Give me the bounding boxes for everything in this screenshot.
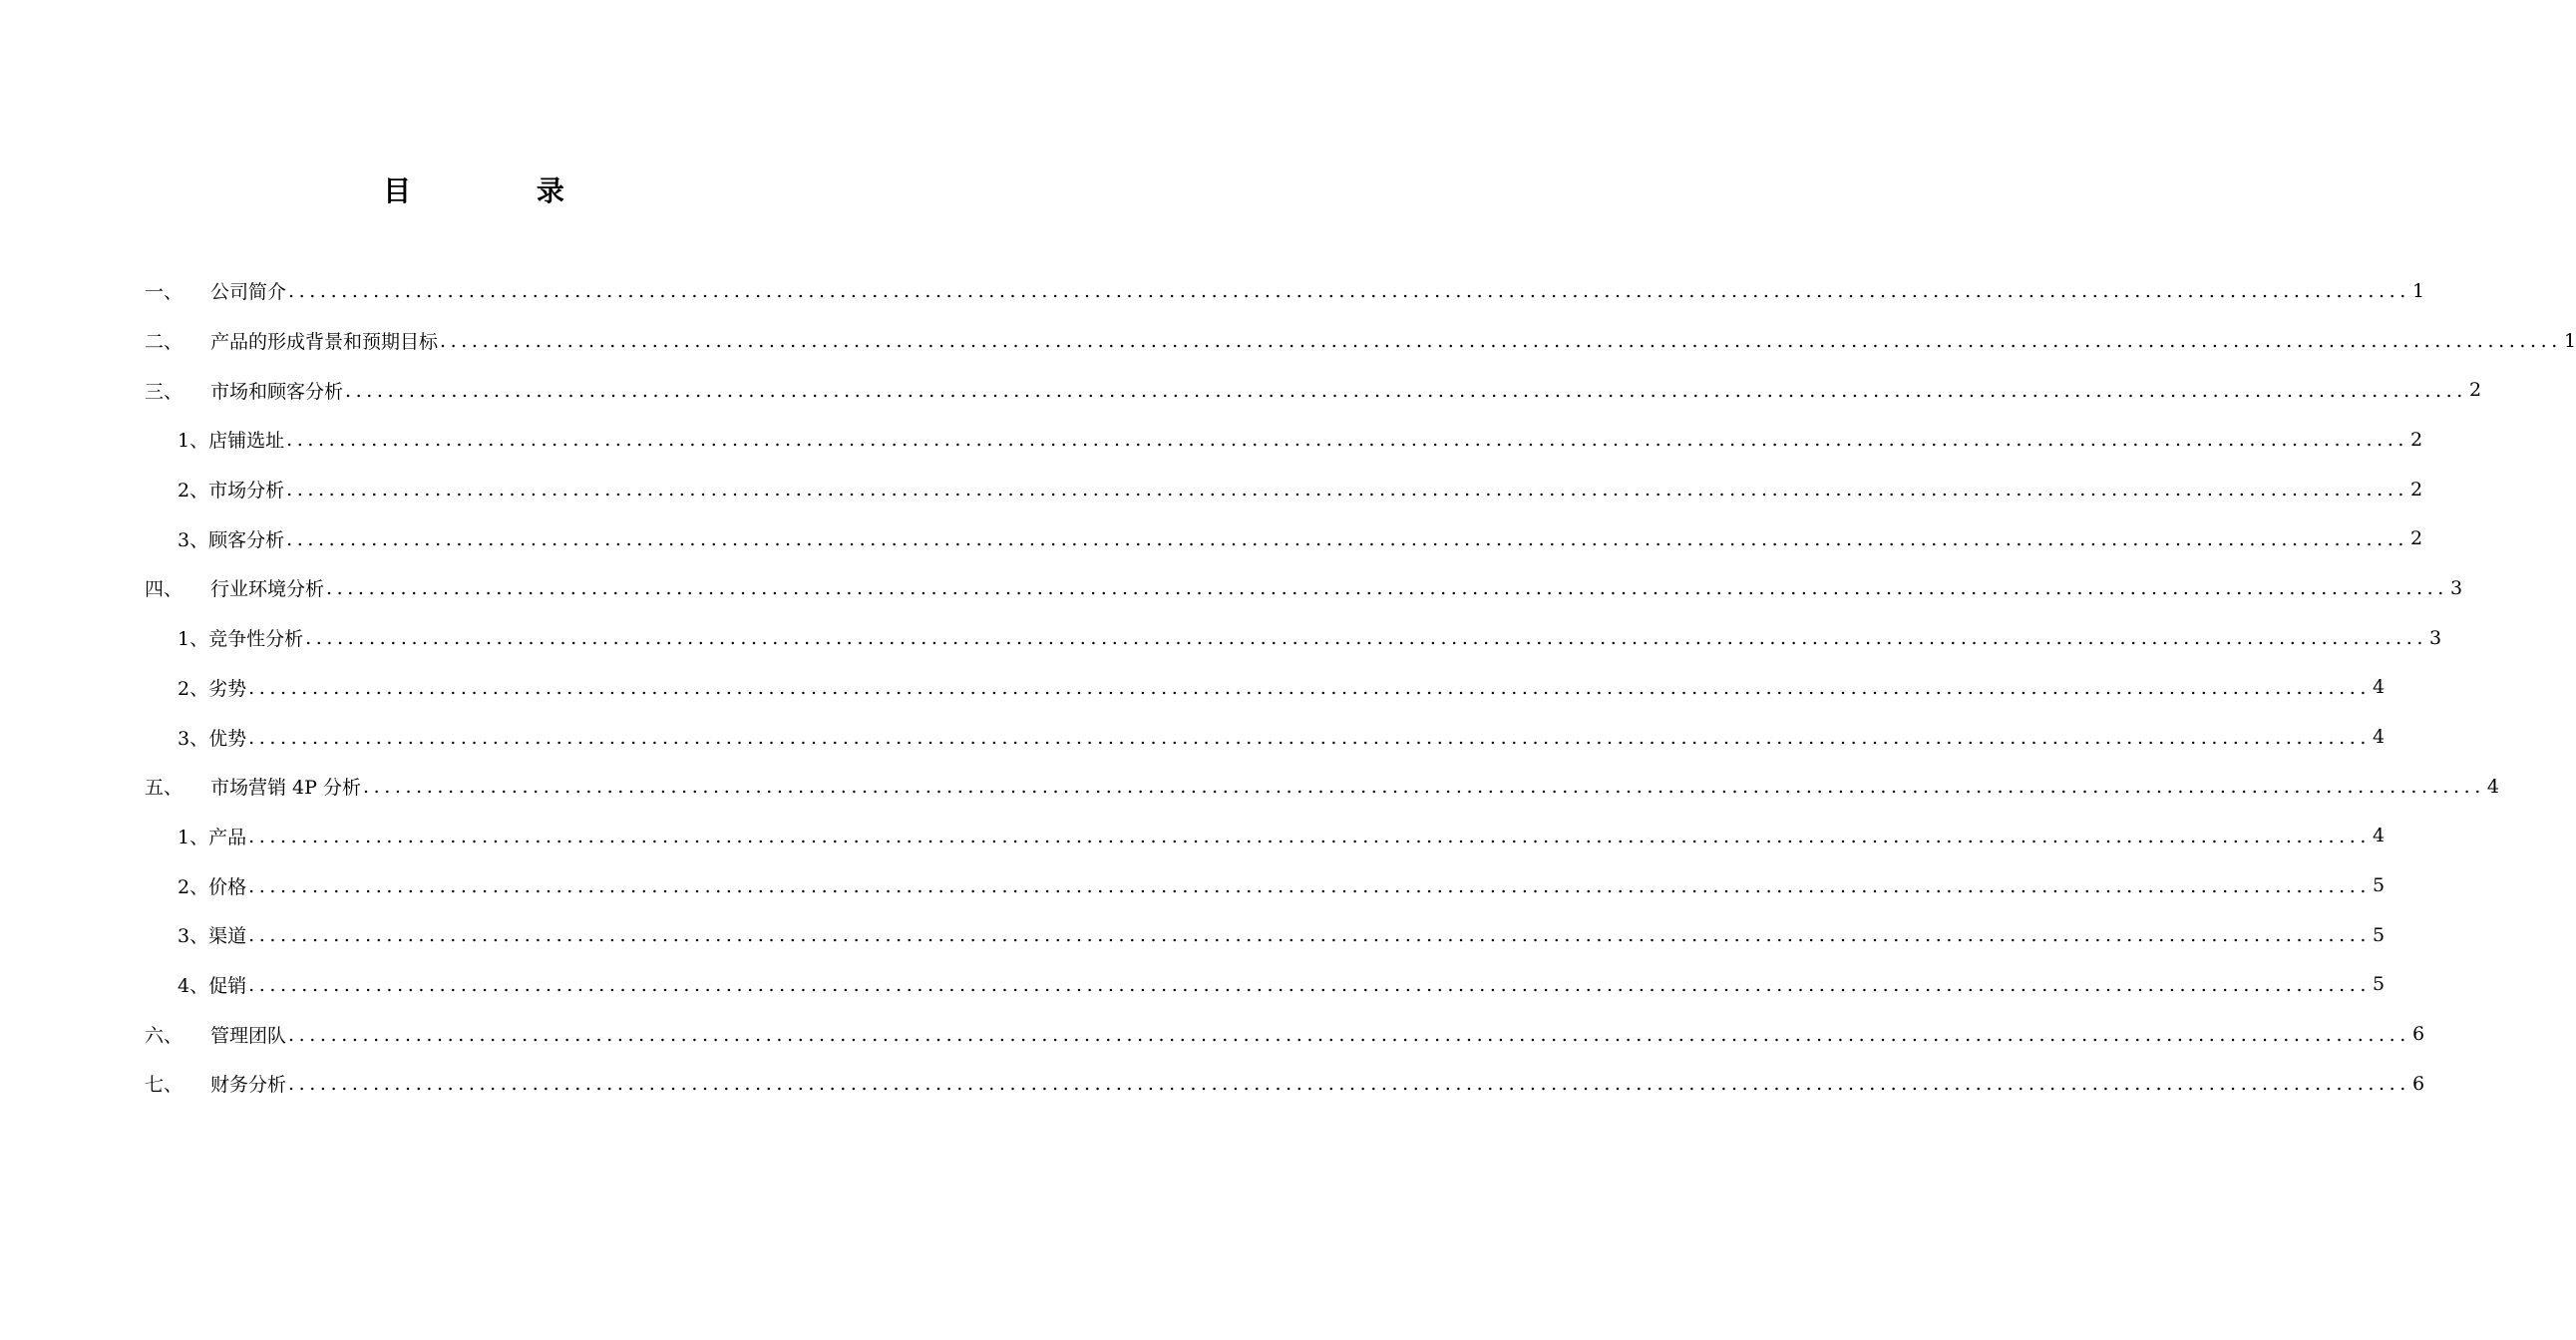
- toc-dot-leader: ........................................................................................................................................................................................................: [288, 280, 2410, 303]
- toc-dot-leader: ........................................................................................................................................................................................................: [248, 973, 2372, 996]
- toc-dot-leader: ........................................................................................................................................................................................................: [305, 627, 2428, 650]
- toc-list: [145, 266, 2576, 1109]
- toc-title: 目 录: [383, 174, 622, 207]
- toc-entry-title: 劣势: [208, 677, 247, 700]
- toc-dot-leader: ........................................................................................................................................................................................................: [345, 379, 2467, 402]
- toc-entry: [145, 960, 2386, 1010]
- toc-entry-title: 产品的形成背景和预期目标: [210, 331, 439, 354]
- toc-entry-page: 5: [2373, 923, 2386, 946]
- toc-entry-number: 2、: [178, 677, 209, 700]
- toc-entry-page: 6: [2411, 1072, 2425, 1095]
- toc-entry: [145, 465, 2423, 514]
- toc-entry-number: 3、: [178, 925, 209, 948]
- toc-entry-number: 五、: [145, 777, 184, 800]
- toc-entry: [145, 266, 2425, 316]
- toc-entry-title: 价格: [208, 875, 247, 898]
- toc-entry-number: 一、: [145, 281, 184, 304]
- toc-entry-number: 三、: [145, 380, 184, 403]
- toc-entry-number: 4、: [178, 974, 209, 997]
- toc-entry-title: 市场营销 4P 分析: [210, 777, 361, 800]
- toc-entry-title: 产品: [208, 826, 247, 848]
- toc-dot-leader: ........................................................................................................................................................................................................: [248, 726, 2372, 749]
- toc-entry-title: 竞争性分析: [208, 628, 304, 651]
- toc-entry-page: 2: [2410, 478, 2423, 501]
- toc-entry-title: 公司简介: [210, 281, 287, 304]
- toc-entry-page: 5: [2373, 874, 2386, 897]
- toc-entry: [145, 513, 2423, 563]
- toc-entry-number: 1、: [178, 826, 209, 848]
- toc-entry-number: 七、: [145, 1074, 184, 1097]
- toc-entry-number: 二、: [145, 331, 184, 354]
- toc-entry-title: 顾客分析: [208, 528, 285, 551]
- toc-entry-page: 2: [2410, 428, 2423, 451]
- toc-entry-number: 3、: [178, 528, 209, 551]
- toc-entry: [145, 1059, 2425, 1109]
- toc-entry: [145, 712, 2386, 762]
- toc-dot-leader: ........................................................................................................................................................................................................: [326, 577, 2448, 600]
- toc-entry: [145, 762, 2499, 812]
- toc-entry-title: 店铺选址: [208, 430, 285, 453]
- toc-entry-title: 优势: [208, 727, 247, 750]
- toc-entry-page: 1: [2563, 329, 2576, 352]
- toc-entry: [145, 563, 2463, 613]
- toc-entry: [145, 663, 2386, 713]
- toc-entry-number: 3、: [178, 727, 209, 750]
- toc-entry: [145, 910, 2386, 960]
- toc-dot-leader: ........................................................................................................................................................................................................: [362, 776, 2485, 799]
- toc-entry: [145, 613, 2442, 663]
- toc-entry-title: 促销: [208, 974, 247, 997]
- toc-entry: [145, 365, 2482, 415]
- toc-dot-leader: ........................................................................................................................................................................................................: [248, 874, 2372, 897]
- toc-entry: [145, 812, 2386, 861]
- toc-dot-leader: ........................................................................................................................................................................................................: [288, 1023, 2410, 1046]
- toc-dot-leader: ........................................................................................................................................................................................................: [248, 924, 2372, 947]
- toc-dot-leader: ........................................................................................................................................................................................................: [286, 429, 2409, 452]
- toc-entry-number: 1、: [178, 430, 209, 453]
- toc-entry-page: 1: [2411, 279, 2425, 302]
- toc-entry: [145, 860, 2386, 910]
- toc-dot-leader: ........................................................................................................................................................................................................: [248, 676, 2372, 699]
- toc-entry-number: 四、: [145, 578, 184, 601]
- toc-entry: [145, 415, 2423, 465]
- toc-entry-page: 4: [2373, 726, 2386, 749]
- toc-dot-leader: ........................................................................................................................................................................................................: [286, 527, 2409, 550]
- toc-entry-title: 市场分析: [208, 480, 285, 502]
- toc-entry-number: 2、: [178, 480, 209, 502]
- toc-entry-title: 市场和顾客分析: [210, 380, 344, 403]
- toc-entry-page: 4: [2373, 676, 2386, 699]
- toc-entry-number: 1、: [178, 628, 209, 651]
- toc-entry-page: 2: [2468, 379, 2482, 402]
- toc-entry-page: 5: [2373, 973, 2386, 996]
- toc-entry-page: 3: [2449, 576, 2463, 599]
- toc-entry-number: 2、: [178, 875, 209, 898]
- toc-entry-page: 4: [2486, 775, 2499, 798]
- toc-entry-number: 六、: [145, 1024, 184, 1047]
- toc-entry-title: 管理团队: [210, 1024, 287, 1047]
- toc-dot-leader: ........................................................................................................................................................................................................: [288, 1073, 2410, 1096]
- toc-entry-page: 3: [2429, 626, 2442, 649]
- toc-entry-title: 行业环境分析: [210, 578, 325, 601]
- toc-entry: [145, 316, 2576, 366]
- toc-dot-leader: ........................................................................................................................................................................................................: [440, 330, 2562, 353]
- toc-dot-leader: ........................................................................................................................................................................................................: [286, 479, 2409, 502]
- toc-entry-title: 渠道: [208, 925, 247, 948]
- toc-entry-page: 6: [2411, 1023, 2425, 1046]
- toc-dot-leader: ........................................................................................................................................................................................................: [248, 825, 2372, 847]
- toc-entry: [145, 1009, 2425, 1059]
- toc-entry-page: 4: [2373, 825, 2386, 847]
- toc-entry-page: 2: [2410, 527, 2423, 550]
- toc-entry-title: 财务分析: [210, 1074, 287, 1097]
